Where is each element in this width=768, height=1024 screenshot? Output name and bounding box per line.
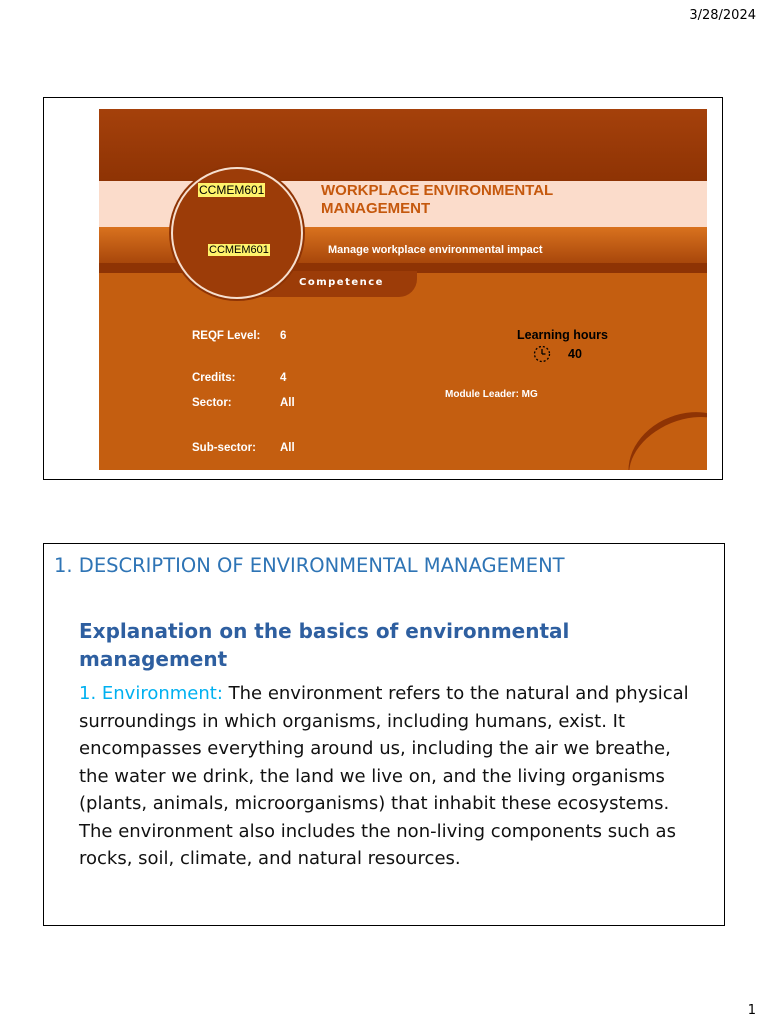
- environment-definition: The environment refers to the natural and physical surroundings in which organisms, including humans, exist. It encompasses everything around us, including the air we breathe, the water we drink, the land we live on, and the living organisms (plants, animals, microorganisms) that inhabit these ecosystems. The environment also includes the non-living components such as rocks, soil, climate, and natural resources.: [79, 683, 689, 869]
- sector-value: All: [280, 397, 295, 409]
- slide-2-frame: [43, 543, 725, 926]
- page-date: 3/28/2024: [689, 8, 756, 23]
- top-band: [99, 109, 707, 181]
- section-body: [79, 680, 689, 873]
- slide-1-title-card: [99, 109, 707, 470]
- corner-swoosh: [613, 395, 707, 470]
- competence-label: Competence: [299, 277, 384, 288]
- subsector-value: All: [280, 442, 295, 454]
- page-number: 1: [747, 1003, 756, 1018]
- subsector-label: Sub-sector:: [192, 442, 256, 454]
- reqf-level-label: REQF Level:: [192, 330, 261, 342]
- module-leader: Module Leader: MG: [445, 389, 538, 400]
- clock-icon: [533, 345, 551, 363]
- module-subtitle: Manage workplace environmental impact: [328, 244, 543, 256]
- section-subheading: Explanation on the basics of environmental management: [79, 619, 570, 671]
- course-code-top: CCMEM601: [199, 183, 265, 197]
- module-title: [321, 182, 651, 218]
- environment-term: 1. Environment:: [79, 683, 223, 704]
- learning-hours-label: Learning hours: [517, 328, 608, 342]
- module-title-line-1: WORKPLACE ENVIRONMENTAL: [321, 182, 554, 199]
- module-title-line-2: MANAGEMENT: [321, 200, 431, 217]
- credits-value: 4: [280, 372, 287, 384]
- sector-label: Sector:: [192, 397, 232, 409]
- slide-1-frame: [43, 97, 723, 480]
- course-code-mid: CCMEM601: [209, 244, 269, 256]
- credits-label: Credits:: [192, 372, 236, 384]
- reqf-level-value: 6: [280, 330, 287, 342]
- learning-hours-value: 40: [568, 347, 582, 361]
- section-heading: 1. DESCRIPTION OF ENVIRONMENTAL MANAGEMENT: [54, 554, 565, 577]
